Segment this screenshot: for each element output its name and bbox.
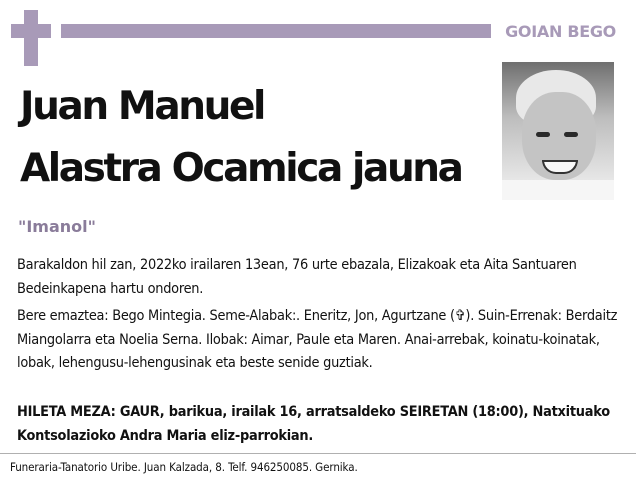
- photo-eye-left: [536, 132, 550, 137]
- footer-rule: [0, 453, 636, 454]
- death-notice-paragraph: Barakaldon hil zan, 2022ko irailaren 13ean, 76 urte ebazala, Elizakoak eta Aita Santuaren Bedeinkapena hartu ondoren.: [17, 257, 577, 297]
- photo-eye-right: [564, 132, 578, 137]
- header-label: GOIAN BEGO: [505, 22, 616, 41]
- header-rule: [61, 24, 491, 38]
- funeral-home-footer: Funeraria-Tanatorio Uribe. Juan Kalzada, 8. Telf. 946250085. Gernika.: [10, 460, 358, 474]
- deceased-nickname: "Imanol": [18, 217, 96, 236]
- deceased-name-line2: Alastra Ocamica jauna: [20, 146, 462, 191]
- cross-horizontal-bar: [11, 24, 51, 38]
- cross-vertical-bar: [24, 10, 38, 66]
- deceased-photo: [502, 62, 614, 200]
- deceased-name-line1: Juan Manuel: [20, 84, 265, 129]
- family-paragraph: Bere emaztea: Bego Mintegia. Seme-Alabak:. Eneritz, Jon, Agurtzane (✞). Suin-Errenak: Berdaitz Miangolarra eta Noelia Serna. Ilobak: Aimar, Paule eta Maren. Anai-arrebak, koinatu-koinatak, lobak, lehengusu-lehengusinak eta beste senide guztiak.: [17, 308, 618, 371]
- photo-shirt: [502, 180, 614, 200]
- funeral-mass-paragraph: HILETA MEZA: GAUR, barikua, irailak 16, arratsaldeko SEIRETAN (18:00), Natxituako Kontsolazioko Andra Maria eliz-parrokian.: [17, 404, 610, 444]
